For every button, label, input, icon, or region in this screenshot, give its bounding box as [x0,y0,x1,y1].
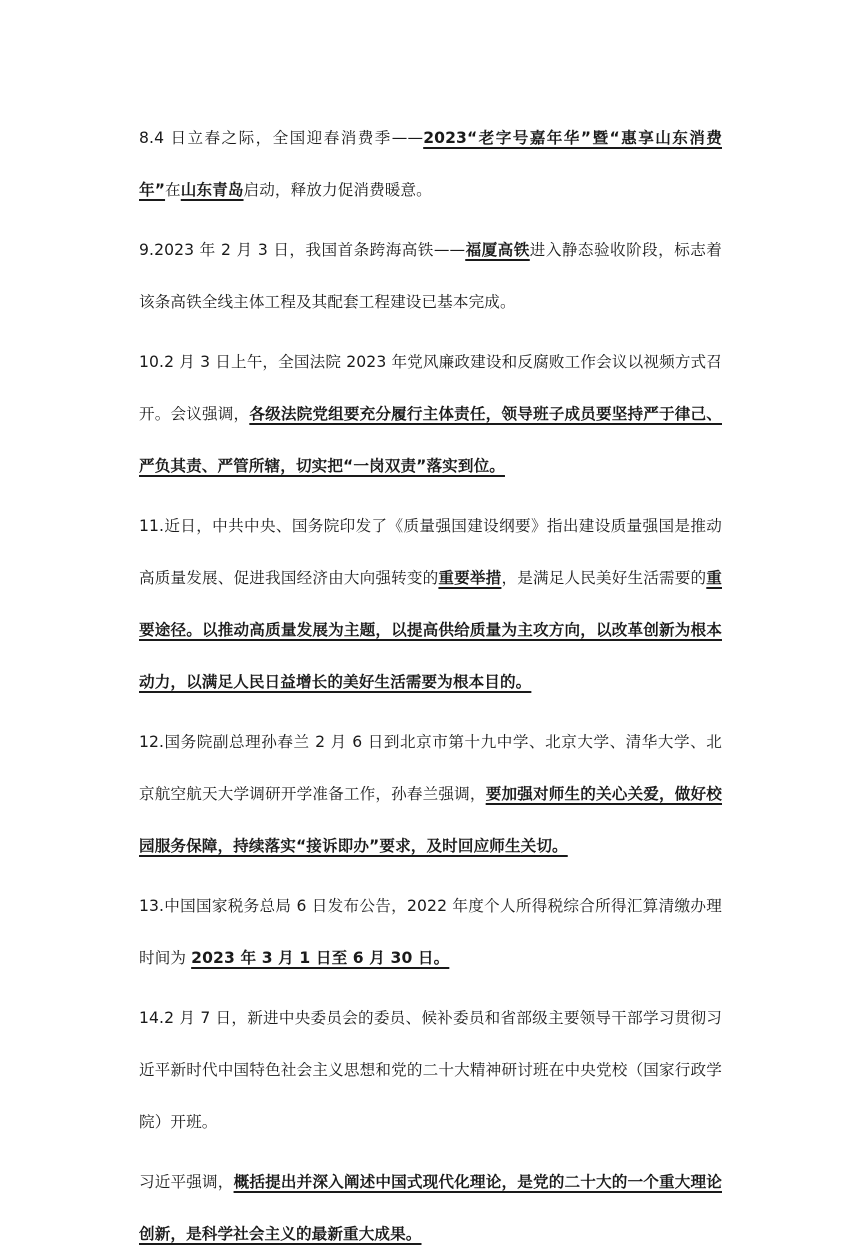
news-item-13 [139,880,722,984]
key-point: 山东青岛 [180,181,244,199]
key-point: 2023“老字号嘉年华”暨“惠享山东消费年” [139,129,722,199]
text-run: 启动，释放力促消费暖意。 [243,181,432,199]
text-run: 11.近日，中共中央、国务院印发了《质量强国建设纲要》指出建设质量强国是推动高质量发展、促进我国经济由大向强转变的 [139,517,722,587]
news-item-9 [139,224,722,328]
text-run: ，是满足人民美好生活需要的 [501,569,707,587]
news-item-12 [139,716,722,872]
text-run: 进入静态验收阶段，标志着该条高铁全线主体工程及其配套工程建设已基本完成。 [139,241,723,311]
key-point: 2023 年 3 月 1 日至 6 月 30 日。 [191,949,450,967]
key-point: 要加强对师生的关心关爱，做好校园服务保障，持续落实“接诉即办”要求，及时回应师生关切。 [139,785,722,855]
text-run: 9.2023 年 2 月 3 日，我国首条跨海高铁—— [139,241,466,259]
news-item-11 [139,500,722,708]
news-item-8 [139,112,722,216]
text-run: 14.2 月 7 日，新进中央委员会的委员、候补委员和省部级主要领导干部学习贯彻习近平新时代中国特色社会主义思想和党的二十大精神研讨班在中央党校（国家行政学院）开班。 [139,1009,722,1131]
key-point: 概括提出并深入阐述中国式现代化理论，是党的二十大的一个重大理论创新，是科学社会主义的最新重大成果。 [139,1173,722,1243]
key-point: 重要途径。以推动高质量发展为主题，以提高供给质量为主攻方向，以改革创新为根本动力，以满足人民日益增长的美好生活需要为根本目的。 [139,569,722,691]
text-run: 在 [165,181,181,199]
text-run: 8.4 日立春之际，全国迎春消费季—— [139,129,424,147]
news-item-14-continued [139,1156,722,1260]
text-run: 13.中国国家税务总局 6 日发布公告，2022 年度个人所得税综合所得汇算清缴办理时间为 [139,897,722,967]
news-item-14 [139,992,722,1148]
text-run: 12.国务院副总理孙春兰 2 月 6 日到北京市第十九中学、北京大学、清华大学、北京航空航天大学调研开学准备工作，孙春兰强调， [139,733,722,803]
text-run: 10.2 月 3 日上午，全国法院 2023 年党风廉政建设和反腐败工作会议以视频方式召开。会议强调， [139,353,722,423]
news-item-10 [139,336,722,492]
key-point: 各级法院党组要充分履行主体责任，领导班子成员要坚持严于律己、严负其责、严管所辖，切实把“一岗双责”落实到位。 [139,405,722,475]
key-point: 重要举措 [438,569,502,587]
text-run: 习近平强调， [139,1173,234,1191]
key-point: 福厦高铁 [465,241,530,259]
